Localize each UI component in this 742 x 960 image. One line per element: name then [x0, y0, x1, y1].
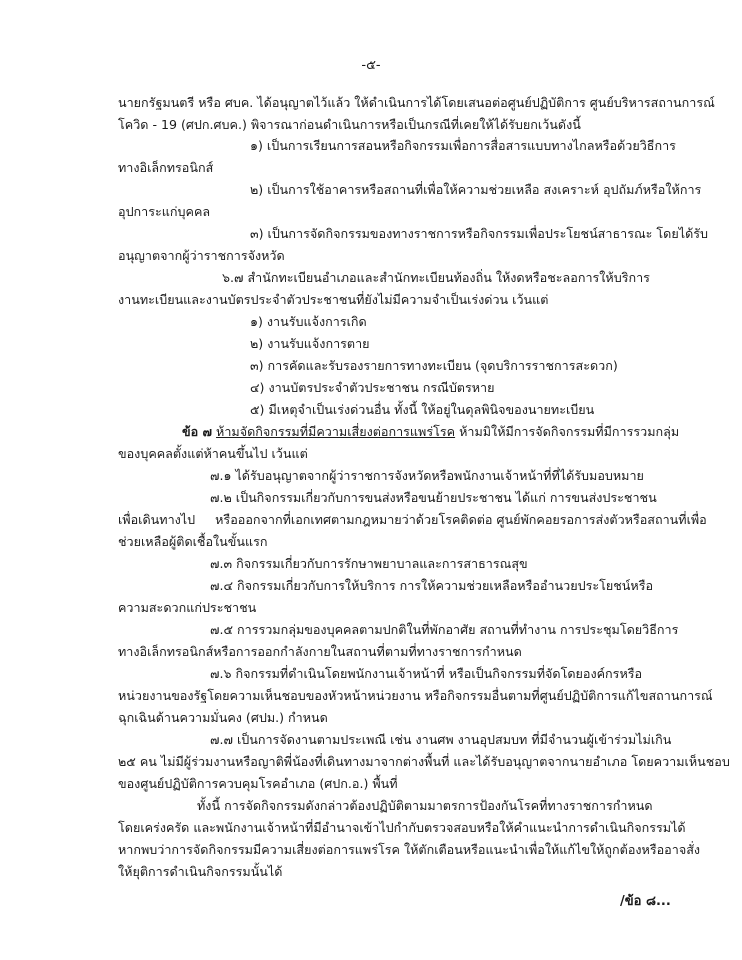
- list-item: ๒) เป็นการใช้อาคารหรือสถานที่เพื่อให้ความช่วยเหลือ สงเคราะห์ อุปถัมภ์หรือให้การ: [250, 182, 702, 197]
- list-item: ๑) งานรับแจ้งการเกิด: [250, 314, 367, 329]
- text-line: นายกรัฐมนตรี หรือ ศบค. ได้อนุญาตไว้แล้ว ให้ดำเนินการได้โดยเสนอต่อศูนย์ปฏิบัติการ ศูนย์บริหารสถานการณ์: [118, 95, 715, 110]
- text-line: ทางอิเล็กทรอนิกส์: [118, 160, 214, 175]
- clause-7-text: ห้ามมิให้มีการจัดกิจกรรมที่มีการรวมกลุ่ม: [455, 424, 680, 439]
- text-line: โดยเคร่งครัด และพนักงานเจ้าหน้าที่มีอำนาจเข้าไปกำกับตรวจสอบหรือให้คำแนะนำการดำเนินกิจกรรมได้: [118, 820, 686, 835]
- text-line: ทางอิเล็กทรอนิกส์หรือการออกกำลังกายในสถานที่ตามที่ทางราชการกำหนด: [118, 644, 522, 659]
- clause-7-4: ๗.๔ กิจกรรมเกี่ยวกับการให้บริการ การให้ความช่วยเหลือหรืออำนวยประโยชน์หรือ: [210, 578, 654, 593]
- text-line: อนุญาตจากผู้ว่าราชการจังหวัด: [118, 248, 285, 263]
- list-item: ๒) งานรับแจ้งการตาย: [250, 336, 370, 351]
- clause-7-3: ๗.๓ กิจกรรมเกี่ยวกับการรักษาพยาบาลและการสาธารณสุข: [210, 556, 528, 571]
- clause-6-7: ๖.๗ สำนักทะเบียนอำเภอและสำนักทะเบียนท้องถิ่น ให้งดหรือชะลอการให้บริการ: [222, 270, 650, 285]
- text-line: ฉุกเฉินด้านความมั่นคง (ศปม.) กำหนด: [118, 710, 328, 725]
- next-page-marker: /ข้อ ๘...: [620, 894, 671, 909]
- clause-7-heading-line: [0, 423, 742, 441]
- clause-7-6: ๗.๖ กิจกรรมที่ดำเนินโดยพนักงานเจ้าหน้าที่ หรือเป็นกิจกรรมที่จัดโดยองค์กรหรือ: [210, 666, 643, 681]
- text-line: โควิด - 19 (ศปก.ศบค.) พิจารณาก่อนดำเนินการหรือเป็นกรณีที่เคยให้ได้รับยกเว้นดังนี้: [118, 117, 581, 132]
- clause-7-1: ๗.๑ ได้รับอนุญาตจากผู้ว่าราชการจังหวัดหรือพนักงานเจ้าหน้าที่ที่ได้รับมอบหมาย: [210, 468, 644, 483]
- clause-7-5: ๗.๕ การรวมกลุ่มของบุคคลตามปกติในที่พักอาศัย สถานที่ทำงาน การประชุมโดยวิธีการ: [210, 622, 679, 637]
- clause-7-7: ๗.๗ เป็นการจัดงานตามประเพณี เช่น งานศพ งานอุปสมบท ที่มีจำนวนผู้เข้าร่วมไม่เกิน: [210, 732, 672, 747]
- text-line: ความสะดวกแก่ประชาชน: [118, 600, 257, 615]
- text-line: อุปการะแก่บุคคล: [118, 204, 211, 219]
- list-item: ๔) งานบัตรประจำตัวประชาชน กรณีบัตรหาย: [250, 380, 495, 395]
- text-line: ช่วยเหลือผู้ติดเชื้อในขั้นแรก: [118, 534, 268, 549]
- text-line: หน่วยงานของรัฐโดยความเห็นชอบของหัวหน้าหน่วยงาน หรือกิจกรรมอื่นตามที่ศูนย์ปฏิบัติการแก้ไขสถานการณ์: [118, 688, 713, 703]
- text-line: ๒๕ คน ไม่มีผู้ร่วมงานหรือญาติพี่น้องที่เดินทางมาจากต่างพื้นที่ และได้รับอนุญาตจากนายอำเภอ โดยความเห็นชอบ: [118, 754, 730, 769]
- clause-7-2: ๗.๒ เป็นกิจกรรมเกี่ยวกับการขนส่งหรือขนย้ายประชาชน ได้แก่ การขนส่งประชาชน: [210, 490, 657, 505]
- page-number: -๕-: [361, 58, 381, 73]
- clause-7-label: ข้อ ๗: [182, 424, 213, 439]
- list-item: ๕) มีเหตุจำเป็นเร่งด่วนอื่น ทั้งนี้ ให้อยู่ในดุลพินิจของนายทะเบียน: [250, 402, 595, 417]
- text-line: ให้ยุติการดำเนินกิจกรรมนั้นได้: [118, 864, 283, 879]
- list-item: ๑) เป็นการเรียนการสอนหรือกิจกรรมเพื่อการสื่อสารแบบทางไกลหรือด้วยวิธีการ: [250, 138, 676, 153]
- text-line: ของบุคคลตั้งแต่ห้าคนขึ้นไป เว้นแต่: [118, 446, 308, 461]
- text-line: งานทะเบียนและงานบัตรประจำตัวประชาชนที่ยังไม่มีความจำเป็นเร่งด่วน เว้นแต่: [118, 292, 549, 307]
- text-line: ของศูนย์ปฏิบัติการควบคุมโรคอำเภอ (ศปก.อ.) พื้นที่: [118, 776, 398, 791]
- text-line: เพื่อเดินทางไป หรือออกจากที่เอกเทศตามกฎหมายว่าด้วยโรคติดต่อ ศูนย์พักคอยรอการส่งตัวหรือสถานที่เพื่อ: [118, 512, 707, 527]
- clause-7-heading: ห้ามจัดกิจกรรมที่มีความเสี่ยงต่อการแพร่โรค: [216, 424, 456, 439]
- list-item: ๓) เป็นการจัดกิจกรรมของทางราชการหรือกิจกรรมเพื่อประโยชน์สาธารณะ โดยได้รับ: [250, 226, 709, 241]
- paragraph-start: ทั้งนี้ การจัดกิจกรรมดังกล่าวต้องปฏิบัติตามมาตรการป้องกันโรคที่ทางราชการกำหนด: [197, 798, 653, 813]
- list-item: ๓) การคัดและรับรองรายการทางทะเบียน (จุดบริการราชการสะดวก): [250, 358, 618, 373]
- text-line: หากพบว่าการจัดกิจกรรมมีความเสี่ยงต่อการแพร่โรค ให้ตักเตือนหรือแนะนำเพื่อให้แก้ไขให้ถูกต้องหรืออาจสั่ง: [118, 842, 701, 857]
